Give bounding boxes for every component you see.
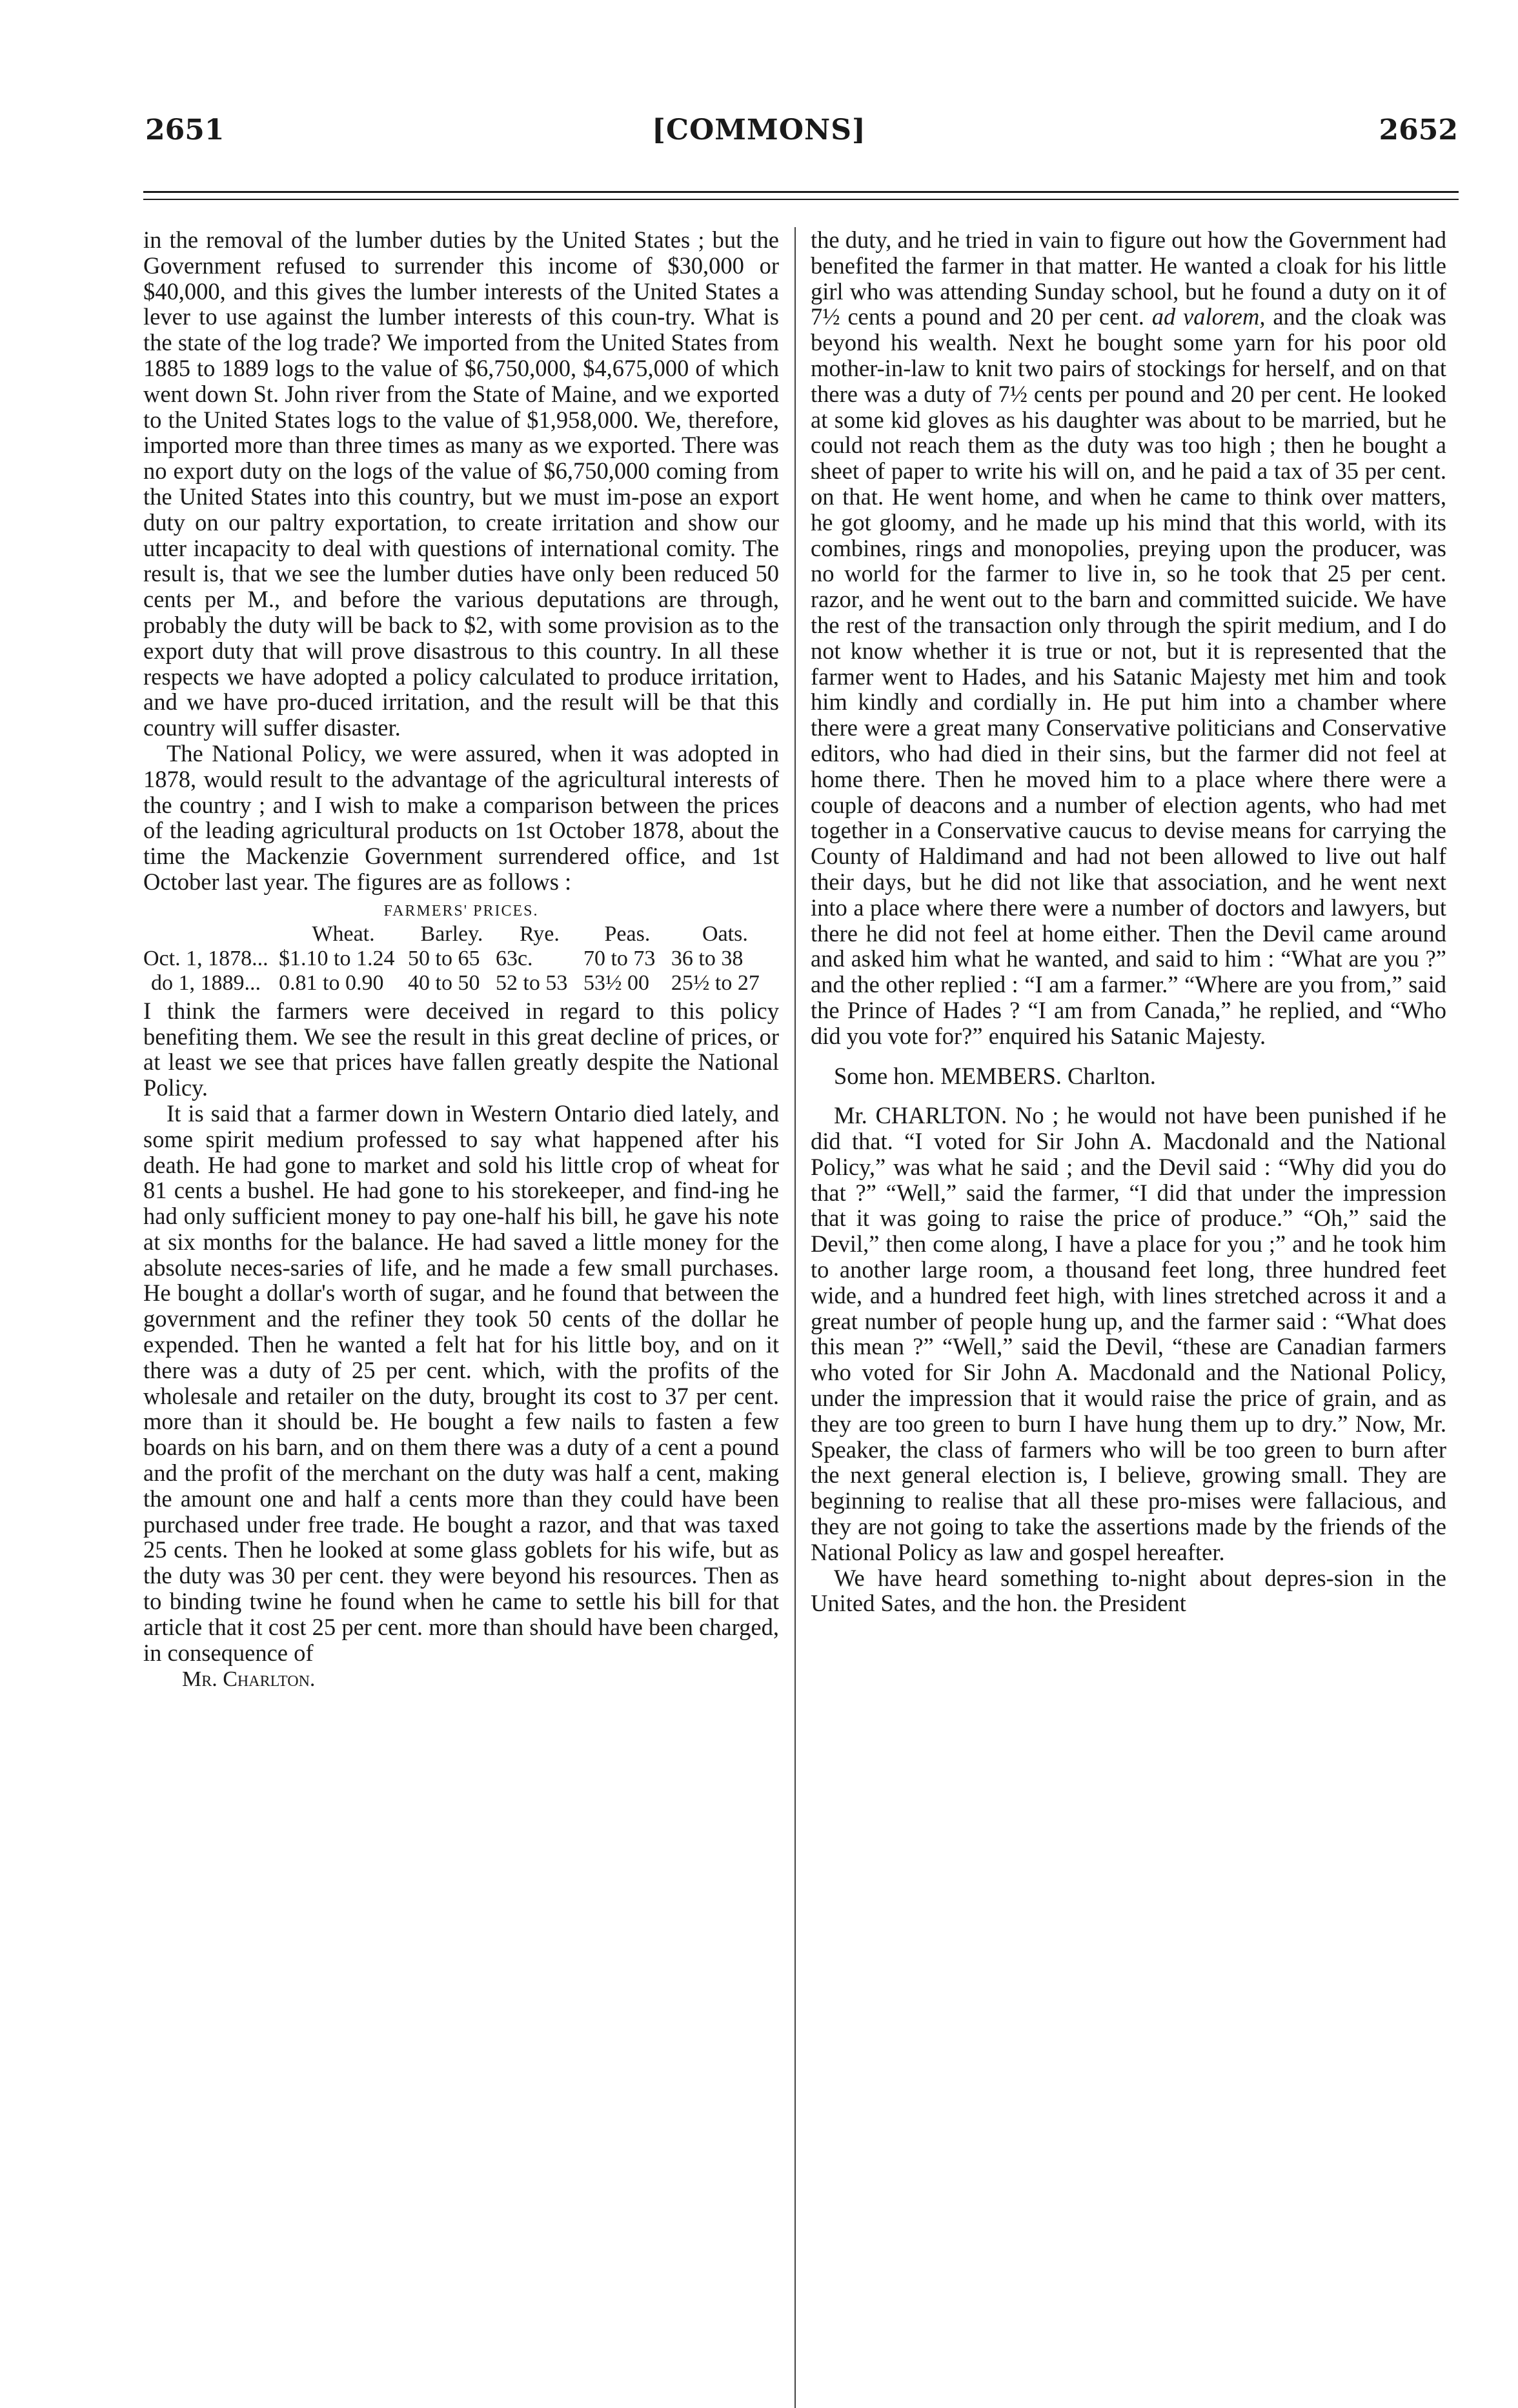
- page-number-left: 2651: [145, 114, 225, 146]
- table-header: Peas.: [604, 921, 651, 946]
- table-cell: 53½ 00: [583, 970, 649, 995]
- italic-text: ad valorem,: [1151, 303, 1266, 330]
- table-cell: $1.10 to 1.24: [279, 946, 395, 970]
- column-divider: [794, 227, 796, 2408]
- table-cell: 50 to 65: [408, 946, 480, 970]
- text-run: the duty, and he tried in vain to figure out how the Government had benefited the farmer in that matter. He wanted a cloak for his little girl who was attending Sunday school, but he found a duty on it of 7½ cents a pound and 20 per cent.: [811, 226, 1446, 330]
- table-header: [143, 922, 279, 947]
- speaker-signature: Mr. Charlton.: [182, 1667, 316, 1692]
- table-cell: 63c.: [495, 946, 533, 970]
- table-cell: 40 to 50: [408, 970, 480, 995]
- paragraph: I think the farmers were deceived in regard to this policy benefiting them. We see the result in this great decline of prices, or at least we see that prices have fallen greatly despite the National Policy.: [143, 997, 779, 1101]
- farmers-prices-table: [143, 900, 779, 996]
- paragraph: The National Policy, we were assured, when it was adopted in 1878, would result to the advantage of the agricultural interests of the country ; and I wish to make a comparison between the prices of the leading agricultural products on 1st October 1878, about the time the Mackenzie Government surrendered office, and 1st October last year. The figures are as follows :: [143, 739, 779, 895]
- paragraph: It is said that a farmer down in Western Ontario died lately, and some spirit medium professed to say what happened after his death. He had gone to market and sold his little crop of wheat for 81 cents a bushel. He had gone to his storekeeper, and find-ing he had only sufficient money to pay one-half his bill, he gave his note at six months for the balance. He had saved a little money for the absolute neces-saries of life, and he made a few small purchases. He bought a dollar's worth of sugar, and he found that between the government and the refiner they took 50 cents of the dollar he expended. Then he wanted a felt hat for his little boy, and on it there was a duty of 25 per cent. which, with the profits of the wholesale and retailer on the duty, brought its cost to 37 per cent. more than it should be. He bought a few nails to fasten a few boards on his barn, and on them there was a duty of a cent a pound and the profit of the merchant on the duty was half a cent, making the amount one and half a cents more than they could have been purchased under free trade. He bought a razor, and that was taxed 25 cents. Then he looked at some glass goblets for his wife, but as the duty was 30 per cent. they were beyond his resources. Then as to binding twine he found when he came to settle his bill for that article that it cost 25 per cent. more than should have been charged, in consequence of: [143, 1099, 779, 1666]
- paragraph: We have heard something to-night about depres-sion in the United Sates, and the hon. the President: [811, 1564, 1446, 1617]
- table-header: Rye.: [519, 921, 560, 946]
- table-cell: 25½ to 27: [671, 970, 760, 995]
- section-title: [COMMONS]: [652, 114, 866, 146]
- paragraph: [811, 227, 1446, 1049]
- paragraph: Some hon. MEMBERS. Charlton.: [834, 1062, 1156, 1089]
- table-row: [143, 971, 779, 996]
- table-header: Wheat.: [312, 921, 375, 946]
- table-header-row: [143, 922, 779, 947]
- paragraph: in the removal of the lumber duties by the United States ; but the Government refused to surrender this income of $30,000 or $40,000, and this gives the lumber interests of the United States a lever to use against the lumber interests of this coun-try. What is the state of the log trade? We imported from the United States from 1885 to 1889 logs to the value of $6,750,000, $4,675,000 of which went down St. John river from the State of Maine, and we exported to the United States logs to the value of $1,958,000. We, therefore, imported more than three times as many as we exported. There was no export duty on the logs of the value of $6,750,000 coming from the United States into this country, but we must im-pose an export duty on our paltry exportation, to create irritation and show our utter incapacity to deal with questions of international comity. The result is, that we see the lumber duties have only been reduced 50 cents per M., and before the various deputations are through, probably the duty will be back to $2, with some provision as to the export duty that will prove disastrous to this country. In all these respects we have adopted a policy calculated to produce irritation, and we have pro-duced irritation, and the result will be that this country will suffer disaster.: [143, 226, 779, 741]
- right-column: [811, 227, 1446, 1616]
- page-number-right: 2652: [1379, 114, 1458, 146]
- table-cell: 70 to 73: [583, 946, 656, 970]
- table-title: FARMERS' PRICES.: [383, 902, 539, 919]
- table-cell: 36 to 38: [671, 946, 744, 970]
- table-header: Oats.: [702, 921, 748, 946]
- text-run: and the cloak was beyond his wealth. Next he bought some yarn for his poor old mother-in-law to knit two pairs of stockings for herself, and on that there was a duty of 7½ cents per pound and 20 per cent. He looked at some kid gloves as his daughter was about to be married, but he could not reach them as the duty was too high ; then he bought a sheet of paper to write his will on, and he paid a tax of 35 per cent. on that. He went home, and when he came to think over matters, he got gloomy, and he made up his mind that this world, with its combines, rings and monopolies, preying upon the producer, was no world for the farmer to live in, so he took that 25 per cent. razor, and he went out to the barn and committed suicide. We have the rest of the transaction only through the spirit medium, and I do not know whether it is true or not, but it is represented that the farmer went to Hades, and his Satanic Majesty met him and took him kindly and cordially in. He put him into a chamber where there were a great many Conservative politicians and Conservative editors, who had died in their sins, but the farmer did not feel at home there. Then he moved him to a place where there were a couple of deacons and a number of election agents, who had met together in a Conservative caucus to devise means for carrying the County of Haldimand and had not been allowed to live out half their days, but he did not like that association, and he went next into a place where there were a number of doctors and lawyers, but there he did not feel at home either. Then the Devil came around and asked him what he wanted, and said to him : “What are you ?” and the other replied : “I am a farmer.” “Where are you from,” said the Prince of Hades ? “I am from Canada,” he replied, and “Who did you vote for?” enquired his Satanic Majesty.: [811, 303, 1447, 1049]
- left-column: [143, 227, 779, 1692]
- header-rule-thin: [143, 199, 1459, 200]
- table-cell: do 1, 1889...: [151, 970, 261, 995]
- header-rule-thick: [143, 191, 1459, 193]
- table-cell: 0.81 to 0.90: [279, 970, 384, 995]
- table-cell: Oct. 1, 1878...: [143, 946, 268, 970]
- table-cell: 52 to 53: [495, 970, 568, 995]
- table-row: [143, 947, 779, 971]
- table-header: Barley.: [420, 921, 483, 946]
- paragraph: Mr. CHARLTON. No ; he would not have been punished if he did that. “I voted for Sir John A. Macdonald and the National Policy,” was what he said ; and the Devil said : “Why did you do that ?” “Well,” said the farmer, “I did that under the impression that it was going to raise the price of produce.” “Oh,” said the Devil,” then come along, I have a place for you ;” and he took him to another large room, a thousand feet long, three hundred feet wide, and a hundred feet high, with lines stretched across it and a great number of people hung up, and the farmer said : “What does this mean ?” “Well,” said the Devil, “these are Canadian farmers who voted for Sir John A. Macdonald and the National Policy, under the impression that it would raise the price of grain, and as they are too green to burn I have hung them up to dry.” Now, Mr. Speaker, the class of farmers who will be too green to burn after the next general election is, I believe, growing small. They are beginning to realise that all these pro-mises were fallacious, and they are not going to take the assertions made by the friends of the National Policy as law and gospel hereafter.: [811, 1102, 1446, 1565]
